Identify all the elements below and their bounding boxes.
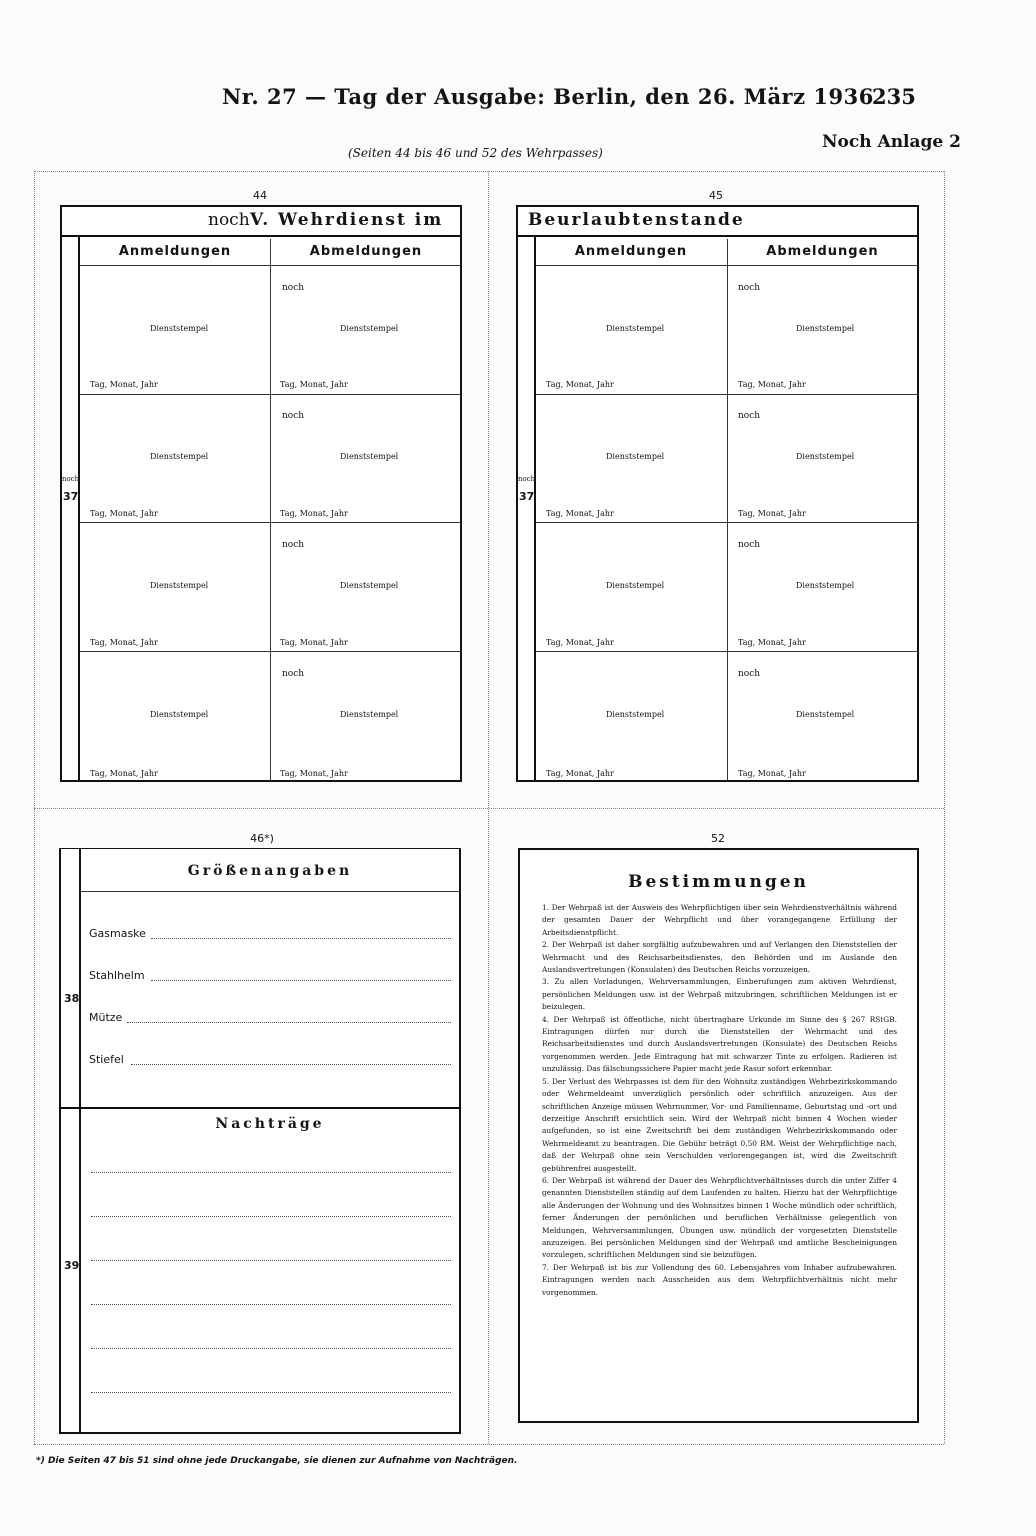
page-45-number: 45 [709, 189, 723, 202]
noch-label: noch [738, 283, 761, 293]
cut-line-top [34, 171, 944, 172]
page-46-number: 46*) [250, 832, 274, 845]
date-label: Tag, Monat, Jahr [738, 380, 806, 389]
page-45-col-abmeldungen: Abmeldungen [766, 244, 879, 259]
dienststempel-label: Dienststempel [606, 452, 665, 461]
page-46-title-underline [81, 891, 459, 892]
page-45-title: Beurlaubtenstande [528, 210, 745, 230]
cut-line-center [488, 171, 489, 1444]
bestimmungen-title: Bestimmungen [628, 872, 809, 892]
nachtraege-line-4[interactable] [91, 1304, 451, 1305]
page-46-strip [61, 849, 81, 1432]
dienststempel-label: Dienststempel [340, 710, 399, 719]
page-44-title: V. Wehrdienst im [250, 210, 444, 230]
page-subtitle: (Seiten 44 bis 46 und 52 des Wehrpasses) [348, 146, 603, 160]
nachtraege-title: Nachträge [215, 1116, 325, 1132]
page-46-title: Größenangaben [187, 863, 353, 879]
bestimmung-item-2: 2. Der Wehrpaß ist daher sorgfältig aufzubewahren und auf Verlangen den Dienststellen der Wehrmacht und des Reichsarbeitsdienstes, den Behörden und im Auslande den Auslandsvertretungen (Konsulaten) des Deutschen Reichs vorzuzeigen. [542, 940, 897, 975]
page-44-strip [62, 235, 80, 780]
dienststempel-label: Dienststempel [796, 452, 855, 461]
cut-line-middle [34, 808, 944, 809]
field-gasmaske: Gasmaske [89, 927, 146, 940]
noch-label: noch [282, 283, 305, 293]
page-44-number: 44 [253, 189, 267, 202]
date-label: Tag, Monat, Jahr [280, 509, 348, 518]
date-label: Tag, Monat, Jahr [546, 769, 614, 778]
page-44-title-row [62, 207, 460, 237]
dienststempel-label: Dienststempel [150, 452, 209, 461]
page-45-strip [518, 235, 536, 780]
nachtraege-line-2[interactable] [91, 1216, 451, 1217]
page-44-col-anmeldungen: Anmeldungen [118, 244, 232, 259]
field-gasmaske-line[interactable] [151, 938, 451, 939]
page-45-col-anmeldungen: Anmeldungen [574, 244, 688, 259]
field-stiefel-line[interactable] [131, 1064, 451, 1065]
dienststempel-label: Dienststempel [340, 324, 399, 333]
date-label: Tag, Monat, Jahr [90, 769, 158, 778]
page-46-divider-line [61, 1107, 459, 1109]
page-45-center-line [727, 239, 728, 780]
date-label: Tag, Monat, Jahr [280, 380, 348, 389]
page-45-strip-noch: noch [518, 475, 536, 483]
date-label: Tag, Monat, Jahr [738, 769, 806, 778]
date-label: Tag, Monat, Jahr [546, 638, 614, 647]
bestimmungen-list [542, 902, 897, 1299]
page-45-row-line-1 [536, 394, 917, 395]
page-44-row-line-3 [80, 651, 460, 652]
page-44-row-line-1 [80, 394, 460, 395]
noch-label: noch [738, 540, 761, 550]
page-52-form [518, 848, 919, 1423]
noch-label: noch [282, 540, 305, 550]
bestimmung-item-6: 6. Der Wehrpaß ist während der Dauer des Wehrpflichtverhältnisses durch die unter Ziffer 4 genannten Dienststellen ständig auf dem Laufenden zu halten. Hierzu hat der Wehrpflichtige alle Änderungen der Wohnung und des Wohnsitzes binnen 1 Woche mündlich oder schriftlich, ferner Änderungen der persönlichen und beruflichen Verhältnisse gelegentlich von Meldungen, Wehrversammlungen, Übungen usw. mündlich der vorgesetzten Dienststelle anzuzeigen. Bei persönlichen Meldungen sind der Wehrpaß und amtliche Bescheinigungen vorzulegen, schriftlichen Meldungen sind sie beizufügen. [542, 1175, 897, 1260]
field-stahlhelm-line[interactable] [151, 980, 451, 981]
field-stahlhelm: Stahlhelm [89, 969, 145, 982]
nachtraege-line-3[interactable] [91, 1260, 451, 1261]
date-label: Tag, Monat, Jahr [738, 638, 806, 647]
cut-line-bottom [34, 1444, 944, 1445]
dienststempel-label: Dienststempel [150, 710, 209, 719]
date-label: Tag, Monat, Jahr [280, 769, 348, 778]
field-stiefel: Stiefel [89, 1053, 124, 1066]
page-44-col-abmeldungen: Abmeldungen [309, 244, 423, 259]
bestimmung-item-5: 5. Der Verlust des Wehrpasses ist dem für den Wohnsitz zuständigen Wehrbezirkskommando oder Wehrmeldeamt unverzüglich persönlich oder schriftlich anzuzeigen. Aus der schriftlichen Anzeige müssen Wehrnummer, Vor- und Familienname, Geburtstag und -ort und derzeitige Anschrift ersichtlich sein. Wird der Wehrpaß nicht binnen 4 Wochen wieder aufgefunden, so ist eine Zweitschrift bei dem zuständigen Wehrbezirkskommando oder Wehrmeldeamt zu beantragen. Die Gebühr beträgt 0,50 RM. Weist der Wehrpflichtige nach, daß der Wehrpaß ohne sein Verschulden verlorengegangen ist, wird die Zweitschrift gebührenfrei ausgestellt. [542, 1076, 897, 1173]
page-44-strip-noch: noch [62, 475, 80, 483]
date-label: Tag, Monat, Jahr [90, 638, 158, 647]
noch-label: noch [282, 669, 305, 679]
page-header-title: Nr. 27 — Tag der Ausgabe: Berlin, den 26. März 1936 [222, 84, 874, 109]
dienststempel-label: Dienststempel [606, 581, 665, 590]
nachtraege-line-1[interactable] [91, 1172, 451, 1173]
nachtraege-line-5[interactable] [91, 1348, 451, 1349]
field-muetze: Mütze [89, 1011, 123, 1024]
dienststempel-label: Dienststempel [150, 581, 209, 590]
page-45-strip-number: 37 [519, 490, 535, 503]
field-muetze-line[interactable] [127, 1022, 451, 1023]
bestimmung-item-7: 7. Der Wehrpaß ist bis zur Vollendung des 60. Lebensjahres vom Inhaber aufzubewahren. Eintragungen werden nach Ausscheiden aus dem Wehrpflichtverhältnis nicht mehr vorgenommen. [542, 1262, 897, 1297]
dienststempel-label: Dienststempel [796, 581, 855, 590]
page-44-center-line [270, 239, 271, 780]
page-45-form [516, 205, 919, 782]
noch-label: noch [282, 411, 305, 421]
date-label: Tag, Monat, Jahr [546, 509, 614, 518]
page-46-form [59, 848, 461, 1434]
dienststempel-label: Dienststempel [340, 452, 399, 461]
dienststempel-label: Dienststempel [606, 710, 665, 719]
page-45-title-row [518, 207, 917, 237]
cut-line-left [34, 171, 35, 1444]
page-46-row-number-sizes: 38 [64, 992, 80, 1005]
date-label: Tag, Monat, Jahr [90, 380, 158, 389]
dienststempel-label: Dienststempel [606, 324, 665, 333]
bestimmung-item-1: 1. Der Wehrpaß ist der Ausweis des Wehrpflichtigen über sein Wehrdienstverhältnis während der gesamten Dauer der Wehrpflicht und über vorangegangene Erfüllung der Arbeitsdienstpflicht. [542, 903, 897, 937]
dienststempel-label: Dienststempel [340, 581, 399, 590]
page-46-row-number-nachtraege: 39 [64, 1259, 80, 1272]
page-44-row-line-2 [80, 522, 460, 523]
anlage-label: Noch Anlage 2 [822, 132, 961, 152]
nachtraege-line-6[interactable] [91, 1392, 451, 1393]
page-52-number: 52 [711, 832, 725, 845]
noch-label: noch [738, 411, 761, 421]
page-45-row-line-3 [536, 651, 917, 652]
dienststempel-label: Dienststempel [150, 324, 209, 333]
page-44-title-prefix: noch [208, 210, 250, 230]
page-45-row-line-2 [536, 522, 917, 523]
bestimmung-item-4: 4. Der Wehrpaß ist öffentliche, nicht übertragbare Urkunde im Sinne des § 267 RStGB. Eintragungen dürfen nur durch die Dienststellen der Wehrmacht und des Reichsarbeitsdienstes und durch Auslandsvertretungen (Konsulate) des Deutschen Reichs vorgenommen werden. Jede Eintragung hat mit schwarzer Tinte zu erfolgen. Radieren ist unzulässig. Das fälschungssichere Papier macht jede Rasur sofort erkennbar. [542, 1014, 897, 1074]
date-label: Tag, Monat, Jahr [546, 380, 614, 389]
page-number: 235 [872, 84, 916, 109]
noch-label: noch [738, 669, 761, 679]
date-label: Tag, Monat, Jahr [90, 509, 158, 518]
footnote: *) Die Seiten 47 bis 51 sind ohne jede Druckangabe, sie dienen zur Aufnahme von Nachträgen. [36, 1456, 518, 1466]
dienststempel-label: Dienststempel [796, 324, 855, 333]
date-label: Tag, Monat, Jahr [280, 638, 348, 647]
date-label: Tag, Monat, Jahr [738, 509, 806, 518]
cut-line-right [944, 171, 945, 1444]
page-44-strip-number: 37 [63, 490, 79, 503]
dienststempel-label: Dienststempel [796, 710, 855, 719]
bestimmung-item-3: 3. Zu allen Vorladungen, Wehrversammlungen, Einberufungen zum aktiven Wehrdienst, persönlichen Meldungen usw. ist der Wehrpaß mitzubringen, schriftlichen Meldungen ist er beizulegen. [542, 977, 897, 1012]
page-44-form [60, 205, 462, 782]
